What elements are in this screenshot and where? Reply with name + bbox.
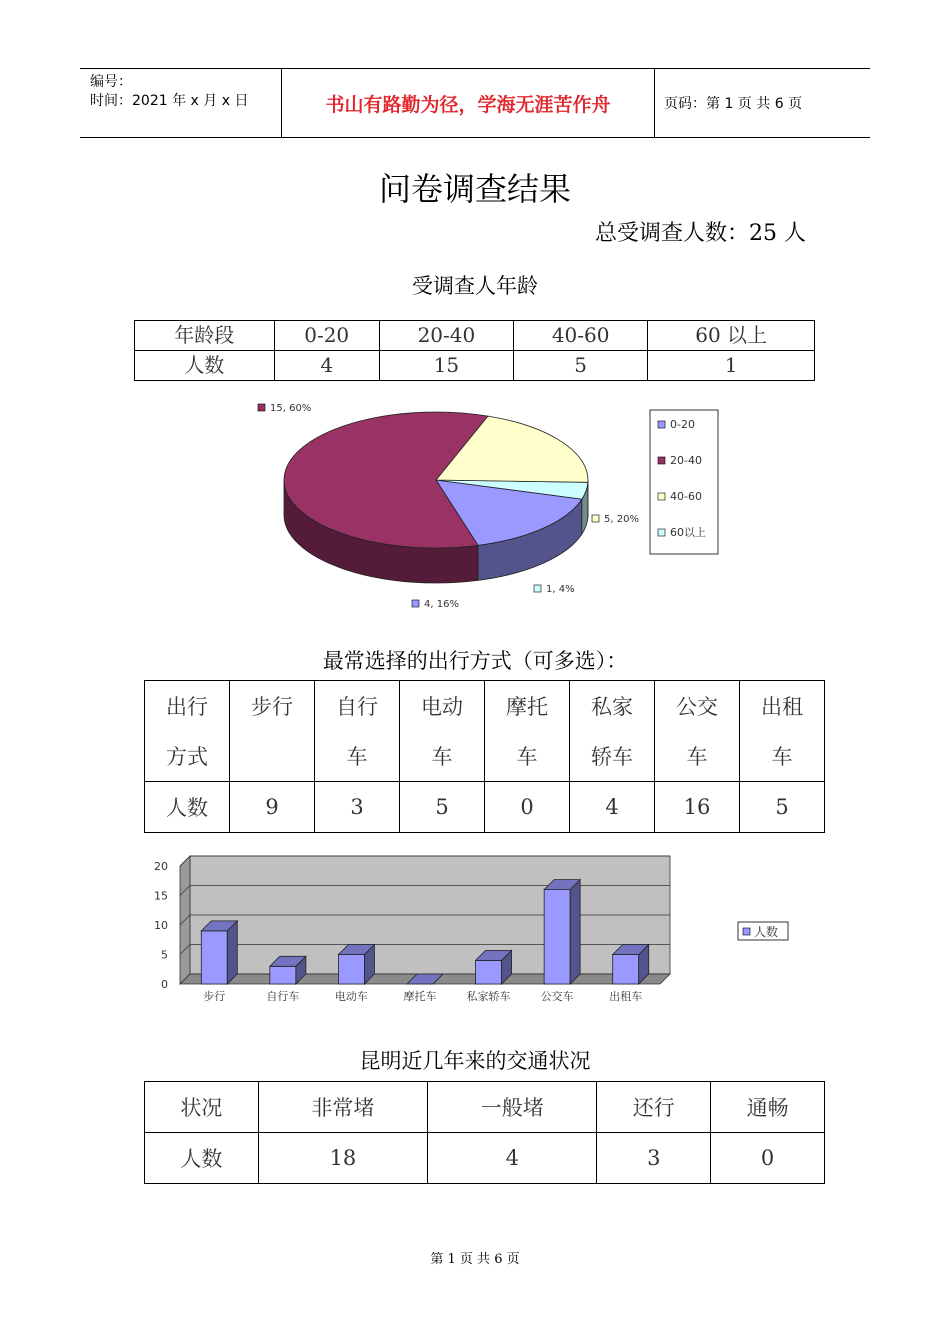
table-header-cell: 还行 xyxy=(597,1082,711,1133)
pie-label-swatch xyxy=(534,585,541,592)
pie-label-swatch xyxy=(412,600,419,607)
pie-legend-swatch xyxy=(658,493,665,500)
page-header xyxy=(80,68,870,138)
table-header-cell: 轿车 xyxy=(570,731,655,782)
transport-heading: 最常选择的出行方式（可多选）： xyxy=(322,649,628,673)
header-meta xyxy=(90,73,248,111)
bar-公交车 xyxy=(544,880,580,984)
age-heading: 受调查人年龄 xyxy=(412,274,538,298)
table-header-cell: 出行 xyxy=(145,681,230,732)
total-respondents: 总受调查人数：25 人 xyxy=(595,221,806,246)
bar-x-tick-label: 自行车 xyxy=(266,990,300,1003)
bar-face xyxy=(613,955,639,985)
table-header-cell: 0-20 xyxy=(274,321,379,351)
pie-label-swatch xyxy=(258,404,265,411)
table-cell: 3 xyxy=(597,1133,711,1184)
table-header-cell: 40-60 xyxy=(514,321,648,351)
header-divider xyxy=(654,69,655,137)
table-cell: 18 xyxy=(258,1133,427,1184)
table-cell: 15 xyxy=(379,351,513,381)
table-header-cell: 车 xyxy=(485,731,570,782)
bar-x-tick-label: 公交车 xyxy=(540,990,574,1003)
header-page-number: 页码：第 1 页 共 6 页 xyxy=(664,96,803,112)
bar-y-tick-label: 20 xyxy=(154,860,168,873)
table-header-cell: 步行 xyxy=(230,681,315,732)
traffic-heading: 昆明近几年来的交通状况 xyxy=(359,1049,591,1073)
bar-x-tick-label: 步行 xyxy=(203,990,226,1003)
table-row xyxy=(135,321,815,351)
code-label: 编号： xyxy=(90,74,132,90)
pie-legend-label: 40-60 xyxy=(670,490,702,503)
bar-y-tick-label: 0 xyxy=(161,978,168,991)
table-row xyxy=(145,731,825,782)
bar-x-tick-label: 出租车 xyxy=(609,990,643,1003)
table-cell: 0 xyxy=(711,1133,825,1184)
table-cell: 5 xyxy=(514,351,648,381)
table-header-cell: 出租 xyxy=(740,681,825,732)
bar-legend-swatch xyxy=(743,928,750,935)
bar-y-tick-label: 15 xyxy=(154,889,168,903)
table-header-cell: 车 xyxy=(400,731,485,782)
table-row xyxy=(145,1133,825,1184)
table-header-cell: 状况 xyxy=(145,1082,259,1133)
bar-自行车 xyxy=(270,956,306,984)
table-header-cell: 摩托 xyxy=(485,681,570,732)
pie-legend-swatch xyxy=(658,421,665,428)
pie-legend-swatch xyxy=(658,529,665,536)
pie-label-swatch xyxy=(592,515,599,522)
table-cell: 4 xyxy=(428,1133,597,1184)
bar-side xyxy=(227,921,237,984)
pie-legend-label: 0-20 xyxy=(670,418,695,431)
table-header-cell xyxy=(230,731,315,782)
table-header-cell: 电动 xyxy=(400,681,485,732)
pie-legend-label: 60以上 xyxy=(670,526,706,539)
bar-face xyxy=(476,960,502,984)
age-table xyxy=(134,320,815,381)
table-header-cell: 20-40 xyxy=(379,321,513,351)
table-cell: 5 xyxy=(740,782,825,833)
table-row xyxy=(145,1082,825,1133)
table-cell: 5 xyxy=(400,782,485,833)
table-header-cell: 私家 xyxy=(570,681,655,732)
table-cell: 3 xyxy=(315,782,400,833)
table-cell: 0 xyxy=(485,782,570,833)
table-header-cell: 非常堵 xyxy=(258,1082,427,1133)
age-pie-chart xyxy=(250,398,730,620)
pie-data-label: 5, 20% xyxy=(604,514,639,525)
transport-bar-chart xyxy=(140,846,820,1016)
table-cell: 4 xyxy=(570,782,655,833)
bar-x-tick-label: 私家轿车 xyxy=(466,990,511,1003)
bar-face xyxy=(338,955,364,985)
table-header-cell: 一般堵 xyxy=(428,1082,597,1133)
header-motto: 书山有路勤为径，学海无涯苦作舟 xyxy=(325,93,611,116)
bar-side xyxy=(570,880,580,984)
bar-私家轿车 xyxy=(476,950,512,984)
pie-data-label: 4, 16% xyxy=(424,599,459,610)
table-header-cell: 自行 xyxy=(315,681,400,732)
table-cell: 16 xyxy=(655,782,740,833)
bar-face xyxy=(544,890,570,984)
bar-y-tick-label: 5 xyxy=(161,948,168,962)
table-row-label: 人数 xyxy=(145,1133,259,1184)
table-header-cell: 年龄段 xyxy=(135,321,275,351)
table-header-cell: 车 xyxy=(655,731,740,782)
bar-face xyxy=(270,966,296,984)
pie-data-label: 15, 60% xyxy=(270,403,312,414)
table-row-label: 人数 xyxy=(145,782,230,833)
page-title: 问卷调查结果 xyxy=(378,170,571,208)
table-row xyxy=(135,351,815,381)
bar-x-tick-label: 摩托车 xyxy=(403,990,437,1003)
date-text: 时间：2021 年 x 月 x 日 xyxy=(90,93,249,109)
pie-legend-label: 20-40 xyxy=(670,454,702,467)
transport-table xyxy=(144,680,825,833)
table-header-cell: 车 xyxy=(315,731,400,782)
table-header-cell: 60 以上 xyxy=(648,321,815,351)
pie-legend-swatch xyxy=(658,457,665,464)
page-footer: 第 1 页 共 6 页 xyxy=(430,1252,520,1267)
table-header-cell: 通畅 xyxy=(711,1082,825,1133)
table-row xyxy=(145,681,825,732)
table-cell: 4 xyxy=(274,351,379,381)
bar-x-tick-label: 电动车 xyxy=(334,990,368,1003)
table-row xyxy=(145,782,825,833)
table-row-label: 人数 xyxy=(135,351,275,381)
table-cell: 9 xyxy=(230,782,315,833)
bar-电动车 xyxy=(338,945,374,985)
bar-出租车 xyxy=(613,945,649,985)
table-header-cell: 方式 xyxy=(145,731,230,782)
bar-face xyxy=(201,931,227,984)
bar-步行 xyxy=(201,921,237,984)
bar-y-tick-label: 10 xyxy=(154,919,168,932)
traffic-table xyxy=(144,1081,825,1184)
pie-data-label: 1, 4% xyxy=(546,584,575,595)
table-cell: 1 xyxy=(648,351,815,381)
table-header-cell: 公交 xyxy=(655,681,740,732)
bar-legend-label: 人数 xyxy=(754,925,779,939)
table-header-cell: 车 xyxy=(740,731,825,782)
